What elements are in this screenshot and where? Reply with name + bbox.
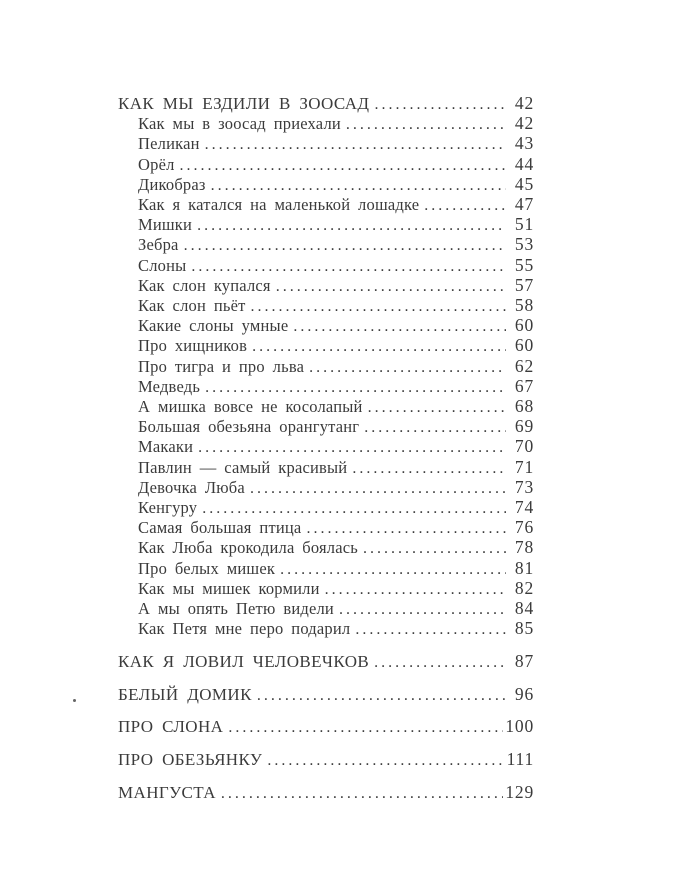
- toc-entry-title: ПРО СЛОНА: [118, 717, 224, 737]
- toc-page-number: 60: [514, 335, 534, 356]
- toc-page-number: 74: [514, 497, 534, 518]
- toc-entry-title: Про хищников: [138, 336, 248, 356]
- toc-page-number: 87: [514, 650, 534, 671]
- dot-leader: [374, 94, 506, 114]
- toc-page-number: 44: [514, 153, 534, 174]
- toc-row: [118, 783, 534, 803]
- dot-leader: [198, 437, 506, 457]
- toc-row: [118, 599, 534, 619]
- dot-leader: [293, 316, 506, 336]
- toc-entry-title: Как я катался на маленькой лошадке: [138, 195, 420, 215]
- toc-row: [118, 175, 534, 195]
- dot-leader: [252, 336, 506, 356]
- dot-leader: [257, 685, 506, 705]
- toc-page-number: 47: [514, 194, 534, 215]
- toc-row: [118, 498, 534, 518]
- toc-page-number: 70: [514, 436, 534, 457]
- dot-leader: [221, 783, 503, 803]
- toc-row: [118, 276, 534, 296]
- toc-entry-title: Зебра: [138, 235, 179, 255]
- dot-leader: [251, 296, 506, 316]
- toc-entry-title: Девочка Люба: [138, 477, 245, 497]
- toc-page-number: 60: [514, 315, 534, 336]
- toc-row: [118, 579, 534, 599]
- toc-entry-title: Большая обезьяна орангутанг: [138, 417, 360, 437]
- toc-page-number: 78: [514, 537, 534, 558]
- toc-row: [118, 195, 534, 215]
- toc-page-number: 67: [514, 375, 534, 396]
- toc-entry-title: Как слон пьёт: [138, 296, 246, 316]
- toc-entry-title: Павлин — самый красивый: [138, 457, 348, 477]
- toc-page-number: 71: [514, 456, 534, 477]
- dot-leader: [184, 235, 506, 255]
- dot-leader: [280, 559, 506, 579]
- toc-row: [118, 235, 534, 255]
- toc-entry-title: А мишка вовсе не косолапый: [138, 397, 363, 417]
- toc-entry-title: Про белых мишек: [138, 558, 276, 578]
- toc-row: [118, 538, 534, 558]
- toc-row: [118, 316, 534, 336]
- dot-leader: [339, 599, 506, 619]
- toc-page-number: 57: [514, 274, 534, 295]
- toc-entry-title: КАК МЫ ЕЗДИЛИ В ЗООСАД: [118, 94, 370, 113]
- toc-row: [118, 336, 534, 356]
- toc-page-number: 73: [514, 476, 534, 497]
- toc-row: [118, 357, 534, 377]
- dot-leader: [368, 397, 506, 417]
- toc-row: [118, 377, 534, 397]
- dot-leader: [250, 478, 506, 498]
- toc-row: [118, 559, 534, 579]
- toc-entry-title: Дикобраз: [138, 174, 206, 194]
- toc-row: [118, 256, 534, 276]
- dot-leader: [352, 458, 506, 478]
- dot-leader: [424, 195, 506, 215]
- toc-entry-title: Мишки: [138, 215, 193, 235]
- toc-entry-title: КАК Я ЛОВИЛ ЧЕЛОВЕЧКОВ: [118, 651, 370, 671]
- dot-leader: [197, 215, 506, 235]
- toc-page-number: 96: [514, 683, 534, 704]
- toc-row: [118, 215, 534, 235]
- toc-page-number: 42: [514, 113, 534, 134]
- toc-entry-title: Кенгуру: [138, 498, 198, 518]
- dot-leader: [191, 256, 506, 276]
- dot-leader: [267, 750, 504, 770]
- dot-leader: [355, 619, 506, 639]
- toc-row: [118, 750, 534, 770]
- toc-row: [118, 619, 534, 639]
- toc-row: [118, 685, 534, 705]
- toc-row: [118, 717, 534, 737]
- toc-entry-title: Какие слоны умные: [138, 316, 289, 336]
- toc-row: [118, 518, 534, 538]
- dot-leader: [346, 114, 506, 134]
- toc-row: [118, 458, 534, 478]
- toc-row: [118, 114, 534, 134]
- toc-row: [118, 652, 534, 672]
- dot-leader: [228, 717, 503, 737]
- dot-leader: [325, 579, 506, 599]
- dot-leader: [276, 276, 506, 296]
- toc-entry-title: А мы опять Петю видели: [138, 599, 334, 619]
- toc-entry-title: Орёл: [138, 154, 175, 174]
- toc-row: [118, 437, 534, 457]
- toc-entry-title: Как мы в зоосад приехали: [138, 114, 341, 134]
- toc-page-number: 85: [514, 618, 534, 639]
- ink-speck-artifact: [73, 699, 76, 702]
- toc-entry-title: Как Петя мне перо подарил: [138, 619, 351, 639]
- toc-entry-title: Пеликан: [138, 134, 200, 154]
- toc-entry-title: Про тигра и про льва: [138, 356, 305, 376]
- table-of-contents: [118, 94, 534, 803]
- toc-page-number: 111: [506, 749, 534, 770]
- toc-page-number: 129: [505, 781, 534, 802]
- toc-page-number: 42: [514, 93, 534, 113]
- toc-page-number: 43: [514, 133, 534, 154]
- toc-entry-title: БЕЛЫЙ ДОМИК: [118, 684, 252, 704]
- dot-leader: [211, 175, 506, 195]
- toc-entry-title: ПРО ОБЕЗЬЯНКУ: [118, 750, 263, 770]
- toc-row: [118, 94, 534, 114]
- toc-entry-title: Слоны: [138, 255, 187, 275]
- toc-page-number: 45: [514, 173, 534, 194]
- dot-leader: [363, 538, 506, 558]
- dot-leader: [180, 155, 506, 175]
- toc-entry-title: Самая большая птица: [138, 518, 302, 538]
- dot-leader: [364, 417, 506, 437]
- toc-page-number: 51: [514, 214, 534, 235]
- toc-page-number: 69: [514, 416, 534, 437]
- toc-entry-title: Макаки: [138, 437, 194, 457]
- toc-entry-title: Как Люба крокодила боялась: [138, 538, 359, 558]
- toc-page-number: 84: [514, 598, 534, 619]
- toc-page-number: 81: [514, 557, 534, 578]
- dot-leader: [205, 134, 506, 154]
- toc-entry-title: Как мы мишек кормили: [138, 578, 320, 598]
- toc-page-number: 68: [514, 396, 534, 417]
- toc-page-number: 82: [514, 577, 534, 598]
- toc-row: [118, 417, 534, 437]
- toc-row: [118, 478, 534, 498]
- toc-row: [118, 134, 534, 154]
- toc-entry-title: МАНГУСТА: [118, 782, 216, 802]
- dot-leader: [374, 652, 506, 672]
- toc-page-number: 55: [514, 254, 534, 275]
- toc-row: [118, 155, 534, 175]
- toc-page-number: 53: [514, 234, 534, 255]
- dot-leader: [205, 377, 506, 397]
- toc-page-number: 76: [514, 517, 534, 538]
- dot-leader: [202, 498, 506, 518]
- toc-row: [118, 397, 534, 417]
- toc-row: [118, 296, 534, 316]
- toc-entry-title: Как слон купался: [138, 275, 271, 295]
- toc-page-number: 62: [514, 355, 534, 376]
- dot-leader: [309, 357, 506, 377]
- dot-leader: [306, 518, 506, 538]
- toc-entry-title: Медведь: [138, 376, 201, 396]
- toc-page-number: 100: [505, 716, 534, 737]
- toc-page-number: 58: [514, 295, 534, 316]
